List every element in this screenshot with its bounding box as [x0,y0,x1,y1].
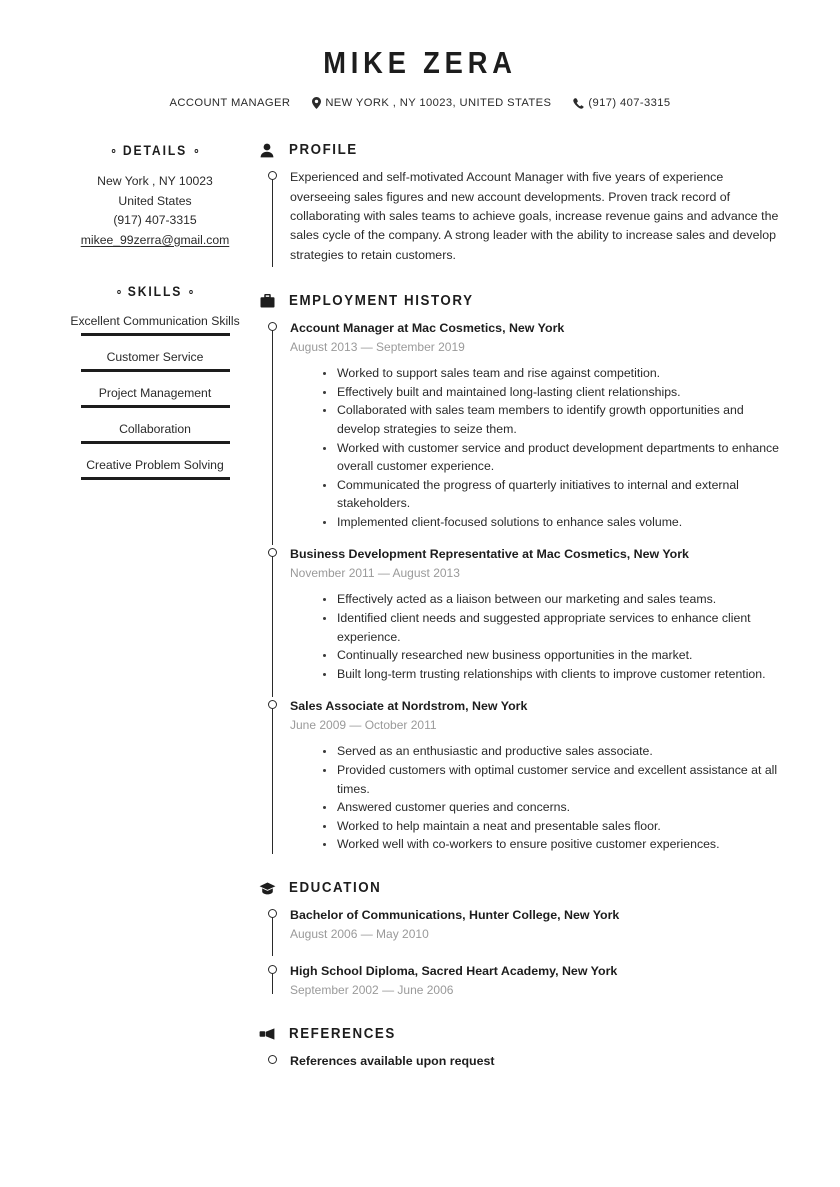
timeline-line [272,704,273,854]
phone-icon [573,98,584,109]
header-phone [573,97,670,109]
list-item: Implemented client-focused solutions to enhance sales volume. [323,513,785,532]
employment-heading-label: EMPLOYMENT HISTORY [289,293,474,310]
skill-bar [81,405,230,408]
details-heading [65,143,245,158]
header-location-label: NEW YORK , NY 10023, UNITED STATES [325,97,552,110]
detail-address: New York , NY 10023 [97,174,213,189]
job-entry [290,545,785,697]
profile-heading-label: PROFILE [289,142,358,159]
list-item [55,312,255,336]
resume-body [0,142,840,1070]
sidebar-section-skills [55,284,255,480]
detail-phone: (917) 407-3315 [113,213,197,228]
education-dates: September 2002 — June 2006 [290,983,454,997]
education-heading [290,880,785,896]
briefcase-icon [258,294,276,308]
timeline-dot-icon [268,1055,277,1064]
timeline-dot-icon [268,909,277,918]
skill-label: Project Management [98,386,212,401]
job-dates: November 2011 — August 2013 [290,566,460,581]
references-text: References available upon request [290,1054,495,1068]
skill-label: Creative Problem Solving [86,458,224,473]
job-title: Account Manager at Mac Cosmetics, New York [290,321,565,336]
skill-bar [81,441,230,444]
list-item: Continually researched new business opportunities in the market. [323,646,785,665]
skill-bar [81,333,230,336]
list-item: Communicated the progress of quarterly initiatives to internal and external stakeholders. [323,476,785,513]
references-heading-label: REFERENCES [289,1026,396,1042]
section-education [290,880,785,1000]
circle-bullet-icon [112,149,116,153]
sidebar-section-details [55,143,255,250]
list-item: Served as an enthusiastic and productive sales associate. [323,742,785,761]
timeline-dot-icon [268,548,277,557]
header-job-title-label: ACCOUNT MANAGER [169,97,291,110]
list-item: Effectively built and maintained long-lasting client relationships. [323,383,785,402]
detail-email[interactable]: mikee_99zerra@gmail.com [80,232,230,247]
job-dates: June 2009 — October 2011 [290,718,437,733]
skill-label: Collaboration [119,422,191,437]
timeline-rail [268,906,278,962]
list-item: Provided customers with optimal customer service and excellent assistance at all times. [323,761,785,798]
skill-bar [81,369,230,372]
timeline-line [272,326,273,545]
education-entry [290,962,785,1000]
main-content [255,142,785,1070]
education-heading-label: EDUCATION [289,880,382,896]
details-list [55,172,255,250]
education-title: High School Diploma, Sacred Heart Academy, New York [290,964,618,978]
list-item: Effectively acted as a liaison between our marketing and sales teams. [323,590,785,609]
timeline-dot-icon [268,171,277,180]
job-bullets [290,364,785,531]
section-references [290,1026,785,1070]
sidebar [55,142,255,492]
skill-label: Customer Service [106,350,204,365]
list-item: Worked well with co-workers to ensure positive customer experiences. [323,835,785,854]
timeline-rail [268,962,278,1000]
skills-heading-label: SKILLS [127,284,183,300]
references-heading [290,1026,785,1042]
job-dates: August 2013 — September 2019 [290,340,465,355]
section-profile [290,142,785,267]
job-bullets [290,590,785,683]
timeline-dot-icon [268,965,277,974]
education-timeline [290,906,785,1000]
list-item: Worked with customer service and product development departments to enhance overall customer experience. [323,439,785,476]
timeline-rail [268,319,278,545]
list-item: Worked to help maintain a neat and presentable sales floor. [323,817,785,836]
circle-bullet-icon [189,290,193,294]
graduation-cap-icon [258,882,276,895]
skill-bar-fill [81,333,230,336]
profile-entry [290,168,785,267]
job-title: Business Development Representative at Mac Cosmetics, New York [290,547,689,562]
skills-heading [65,284,245,299]
list-item: Identified client needs and suggested appropriate services to enhance client experience. [323,609,785,646]
education-dates: August 2006 — May 2010 [290,927,429,941]
references-timeline [290,1052,785,1070]
page-title: MIKE ZERA [323,45,517,80]
timeline-dot-icon [268,700,277,709]
skill-bar-fill [81,369,230,372]
timeline-rail [268,697,278,854]
education-title: Bachelor of Communications, Hunter College, New York [290,908,620,922]
header-phone-label: (917) 407-3315 [588,97,671,110]
job-entry [290,697,785,854]
skills-list [55,312,255,480]
employment-heading [290,293,785,309]
timeline-rail [268,1052,278,1064]
header-contact-line [0,97,840,109]
timeline-rail [268,168,278,267]
resume-header [0,0,840,109]
education-entry [290,906,785,962]
timeline-line [272,913,273,956]
timeline-dot-icon [268,322,277,331]
timeline-line [272,552,273,697]
skill-bar [81,477,230,480]
detail-country: United States [118,193,192,208]
list-item [55,420,255,444]
skill-bar-fill [81,405,230,408]
timeline-rail [268,545,278,697]
list-item [55,456,255,480]
skill-bar-fill [81,477,230,480]
person-icon [258,143,276,158]
map-pin-icon [312,97,321,109]
employment-timeline [290,319,785,854]
job-bullets [290,742,785,854]
job-entry [290,319,785,545]
circle-bullet-icon [194,149,198,153]
circle-bullet-icon [117,290,121,294]
section-employment-history [290,293,785,854]
list-item: Answered customer queries and concerns. [323,798,785,817]
timeline-line [272,175,273,267]
profile-heading [290,142,785,158]
details-heading-label: DETAILS [122,143,188,159]
header-location [312,97,551,109]
header-job-title [170,97,291,109]
list-item [55,384,255,408]
list-item: Collaborated with sales team members to identify growth opportunities and develop strategies to seize them. [323,401,785,438]
skill-bar-fill [81,441,230,444]
megaphone-icon [258,1028,276,1040]
reference-entry [290,1052,785,1070]
profile-timeline [290,168,785,267]
list-item: Worked to support sales team and rise against competition. [323,364,785,383]
job-title: Sales Associate at Nordstrom, New York [290,699,528,714]
list-item [55,348,255,372]
list-item: Built long-term trusting relationships with clients to improve customer retention. [323,665,785,684]
profile-text: Experienced and self-motivated Account Manager with five years of experience overseeing sales figures and new account developments. Proven track record of collaborating with sales teams to achieve goals, increase revenue gains and advance the sales cycle of the company. A strong leader with the ability to increase sales and develop strategies to retain customers. [290,170,779,262]
skill-label: Excellent Communication Skills [70,314,240,329]
